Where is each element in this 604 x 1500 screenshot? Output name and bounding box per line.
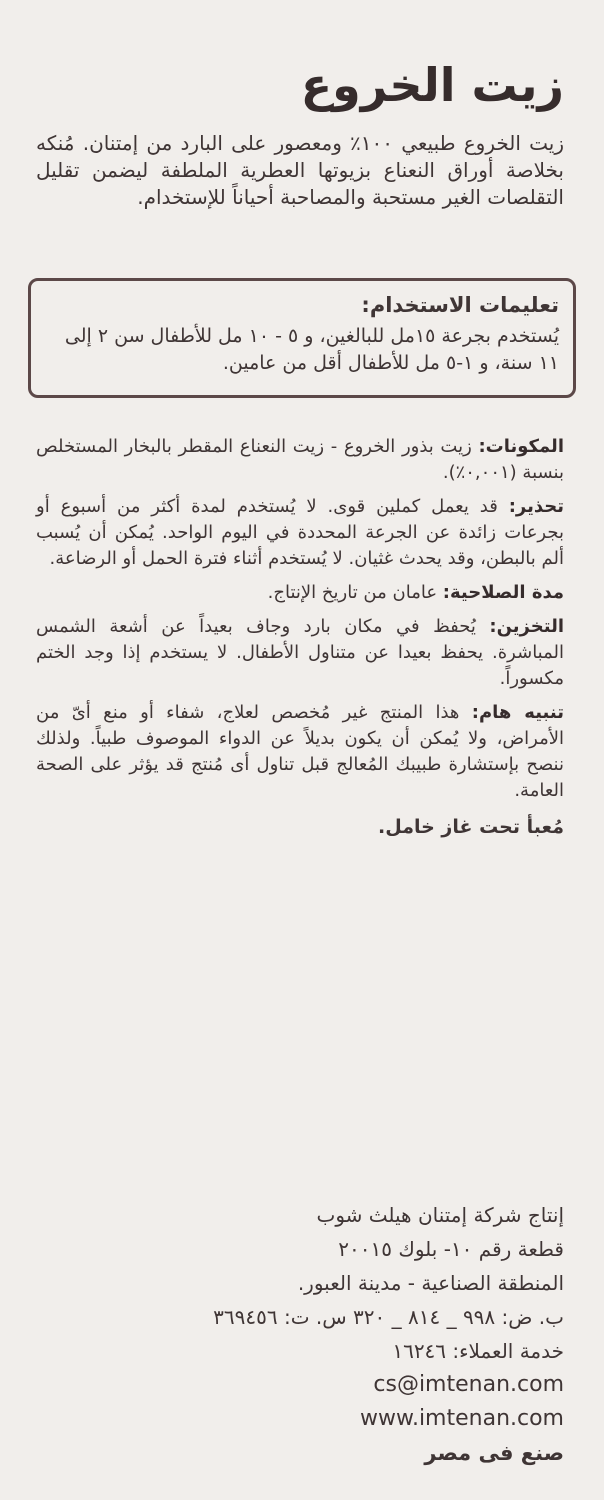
phone-numbers: ب. ض: ٩٩٨ _ ٨١٤ _ ٣٢٠ س. ت: ٣٦٩٤٥٦ [213,1305,564,1329]
ingredients-section [36,434,564,486]
warning-section [36,494,564,572]
important-notice-section [36,700,564,804]
storage-label: التخزين: [489,616,564,637]
shelf-life-section [36,580,564,606]
website-address: www.imtenan.com [359,1406,564,1431]
manufacturer-address [36,1198,564,1470]
important-notice-text: هذا المنتج غير مُخصص لعلاج، شفاء أو منع أىّ من الأمراض، ولا يُمكن أن يكون بديلاً عن الدواء الموصوف طبياً. ولذلك ننصح بإستشارة طبيبك المُعالج قبل تناول أى مُنتج قد يؤثر على الصحة العامة. [36,702,564,801]
ingredients-label: المكونات: [478,436,564,457]
product-details [36,434,564,848]
ingredients-text: زيت بذور الخروع - زيت النعناع المقطر بالبخار المستخلص بنسبة (٠,٠٠١٪). [36,436,564,483]
customer-service: خدمة العملاء: ١٦٢٤٦ [392,1339,564,1363]
important-notice-label: تنبيه هام: [471,702,564,723]
usage-instructions-title: تعليمات الاستخدام: [361,293,559,317]
industrial-zone: المنطقة الصناعية - مدينة العبور. [297,1271,564,1295]
product-description: زيت الخروع طبيعي ١٠٠٪ ومعصور على البارد من إمتنان. مُنكه بخلاصة أوراق النعناع بزيوتها العطرية الملطفة ليضمن تقليل التقلصات الغير مستحبة والمصاحبة أحياناً للإستخدام. [36,131,564,209]
shelf-life-label: مدة الصلاحية: [442,582,564,603]
usage-instructions-box [28,278,576,398]
storage-section [36,614,564,692]
plot-number: قطعة رقم ١٠- بلوك ٢٠٠١٥ [338,1237,564,1261]
company-name: إنتاج شركة إمتنان هيلث شوب [316,1203,564,1227]
warning-label: تحذير: [508,496,564,517]
usage-instructions-text: يُستخدم بجرعة ١٥مل للبالغين، و ٥ - ١٠ مل للأطفال سن ٢ إلى ١١ سنة، و ١-٥ مل للأطفال أقل من عامين. [64,325,559,374]
warning-text: قد يعمل كملين قوى. لا يُستخدم لمدة أكثر من أسبوع أو بجرعات زائدة عن الجرعة المحددة في اليوم الواحد. يُمكن أن يُسبب ألم بالبطن، وقد يحدث غثيان. لا يُستخدم أثناء فترة الحمل أو الرضاعة. [36,496,564,569]
inert-gas-note: مُعبأ تحت غاز خامل. [378,816,564,838]
shelf-life-text: عامان من تاريخ الإنتاج. [267,582,443,603]
product-title: زيت الخروع [300,58,564,112]
made-in-egypt: صنع فى مصر [424,1441,564,1465]
email-address: cs@imtenan.com [373,1372,564,1397]
storage-text: يُحفظ في مكان بارد وجاف بعيداً عن أشعة الشمس المباشرة. يحفظ بعيدا عن متناول الأطفال. لا يستخدم إذا وجد الختم مكسوراً. [36,616,564,689]
